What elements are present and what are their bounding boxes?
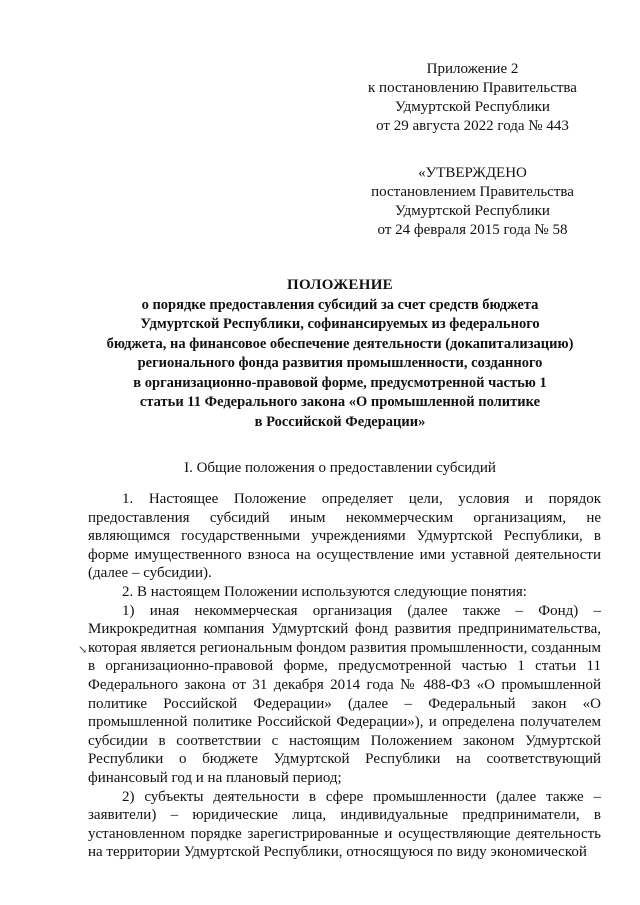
title-line: статьи 11 Федерального закона «О промышленной политике xyxy=(139,394,541,410)
approval-line: «УТВЕРЖДЕНО xyxy=(418,165,527,181)
title-line: регионального фонда развития промышленности, созданного xyxy=(137,355,543,371)
appendix-line: от 29 августа 2022 года № 443 xyxy=(376,118,569,134)
appendix-line: к постановлению Правительства xyxy=(368,80,577,96)
title-line: в организационно-правовой форме, предусмотренной частью 1 xyxy=(133,374,547,391)
appendix-line: Приложение 2 xyxy=(426,61,519,77)
paragraph: 1) иная некоммерческая организация (далее также – Фонд) – Микрокредитная компания Удмуртский фонд развития предпринимательства, которая является региональным фондом развития промышленности, созданным в организационно-правовой форме, предусмотренной частью 1 статьи 11 Федерального закона от 31 декабря 2014 года № 488-ФЗ «О промышленной политике Российской Федерации» (далее – Федеральный закон «О промышленной политике Российской Федерации»), и определена получателем субсидии в соответствии с настоящим Положением законом Удмуртской Республики о бюджете Удмуртской Республики на соответствующий финансовый год и на плановый период; xyxy=(88,602,601,786)
paragraph: 1. Настоящее Положение определяет цели, условия и порядок предоставления субсидий иным некоммерческим организациям, не являющимся государственными учреждениями Удмуртской Республики, в форме имущественного взноса на осуществление ими уставной деятельности (далее – субсидии). xyxy=(88,491,601,582)
approval-block xyxy=(345,164,600,240)
paragraph: 2. В настоящем Положении используются следующие понятия: xyxy=(122,583,527,600)
paragraph: 2) субъекты деятельности в сфере промышленности (далее также – заявители) – юридические лица, индивидуальные предприниматели, в установленном порядке зарегистрированные и осуществляющие деятельность на территории Удмуртской Республики, относящуюся по виду экономической xyxy=(88,788,601,861)
approval-line: постановлением Правительства xyxy=(371,184,574,200)
section-heading: I. Общие положения о предоставлении субсидий xyxy=(184,460,496,476)
appendix-line: Удмуртской Республики xyxy=(395,99,550,115)
title-line: о порядке предоставления субсидий за счет средств бюджета xyxy=(141,296,539,313)
title-line: в Российской Федерации» xyxy=(254,413,426,430)
document-body xyxy=(88,490,601,862)
title-line: Удмуртской Республики, софинансируемых из федерального xyxy=(140,316,540,332)
title-main: ПОЛОЖЕНИЕ xyxy=(287,277,393,293)
approval-line: от 24 февраля 2015 года № 58 xyxy=(377,222,568,238)
document-title xyxy=(60,276,620,432)
approval-line: Удмуртской Республики xyxy=(395,203,550,219)
appendix-block xyxy=(345,60,600,136)
margin-mark-icon: ↘ xyxy=(78,644,88,656)
title-line: бюджета, на финансовое обеспечение деятельности (докапитализацию) xyxy=(106,335,574,352)
